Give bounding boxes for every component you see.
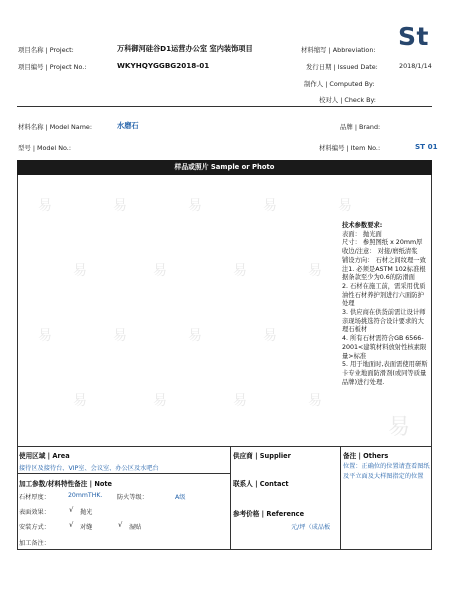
usage-area-title: 使用区域 | Area xyxy=(19,452,70,460)
check-icon: √ xyxy=(118,521,123,529)
grid-divider xyxy=(230,446,231,550)
item-no-label: 材料编号 | Item No.: xyxy=(319,144,381,152)
item-no: ST 01 xyxy=(415,142,438,151)
watermark: 易 xyxy=(388,415,411,440)
issued-date-label: 发行日期 | Issued Date: xyxy=(306,63,378,71)
watermark: 易 xyxy=(73,263,87,279)
supplier-title: 供应商 | Supplier xyxy=(233,452,291,460)
watermark: 易 xyxy=(73,393,87,409)
fire-rating-value: A级 xyxy=(175,494,186,501)
tech-title: 技术参数要求: xyxy=(342,222,383,229)
abbreviation-label: 材料缩写 | Abbreviation: xyxy=(301,46,376,54)
tech-line: 收边/注意： 对接/磨纸清浆 xyxy=(342,248,418,256)
watermark: 易 xyxy=(233,263,247,279)
watermark: 易 xyxy=(38,328,52,344)
tech-line: 表面： 抛光面 xyxy=(342,230,382,238)
model-no-label: 型号 | Model No.: xyxy=(18,144,71,152)
reference-price-value: 元/坪（成品板 xyxy=(291,524,331,531)
install-option-butt-joint: 对缝 xyxy=(80,524,93,531)
computed-by-label: 制作人 | Computed By: xyxy=(304,80,375,88)
thickness-label: 石材厚度： xyxy=(19,494,50,501)
material-name: 水磨石 xyxy=(117,121,139,130)
process-note-title: 加工参数/材料特性备注 | Note xyxy=(19,480,113,488)
contact-label: 联系人 | Contact xyxy=(233,480,289,488)
issued-date: 2018/1/14 xyxy=(399,62,432,70)
watermark: 易 xyxy=(263,198,277,214)
watermark: 易 xyxy=(308,263,322,279)
install-method-label: 安装方式： xyxy=(19,524,50,531)
thickness-value: 20mmTHK. xyxy=(68,492,103,499)
install-option-wet-paste: 湿贴 xyxy=(129,524,142,531)
watermark: 易 xyxy=(113,328,127,344)
project-no-label: 项目编号 | Project No.: xyxy=(18,63,87,71)
tech-line: 3. 供应商在供货前需让设计师亲现场挑选符合设计要求的大理石板材 xyxy=(342,309,426,334)
project-no: WKYHQYGGBG2018-01 xyxy=(117,61,210,70)
tech-line: 5. 用于地面时,表面需使用研斯卡专业地面防滑剂(或同等质量品牌)进行处理. xyxy=(342,361,428,386)
watermark: 易 xyxy=(153,393,167,409)
others-title: 备注 | Others xyxy=(343,452,389,460)
tech-line: 尺寸： 参照图纸 x 20mm厚 xyxy=(342,239,423,247)
watermark: 易 xyxy=(38,198,52,214)
material-code-badge: St xyxy=(398,22,429,51)
check-icon: √ xyxy=(69,506,74,514)
tech-line: 铺设方向： 石材之间纹理一致 xyxy=(342,256,426,264)
tech-line: 2. 石材在施工前，需采用优质油性石材养护剂进行六面防护处理 xyxy=(342,282,426,308)
watermark: 易 xyxy=(308,393,322,409)
watermark: 易 xyxy=(263,328,277,344)
finish-option: 抛光 xyxy=(80,509,93,516)
grid-divider xyxy=(17,473,230,474)
fire-rating-label: 防火等级： xyxy=(117,494,148,501)
watermark: 易 xyxy=(113,198,127,214)
header-divider xyxy=(17,106,432,107)
finish-label: 表面效果： xyxy=(19,509,50,516)
watermark: 易 xyxy=(188,198,202,214)
check-by-label: 校对人 | Check By: xyxy=(319,96,376,104)
reference-price-label: 参考价格 | Reference xyxy=(233,510,305,518)
usage-area-value: 接待区及接待台、VIP室、会议室、办公区及水吧台 xyxy=(19,465,159,472)
grid-divider xyxy=(340,446,341,550)
watermark: 易 xyxy=(153,263,167,279)
process-remark-label: 加工备注： xyxy=(19,540,50,547)
tech-line: 4. 所有石材需符合GB 6566-2001<建筑材料放射性核素限量>标准 xyxy=(342,335,427,360)
brand-label: 品牌 | Brand: xyxy=(340,123,381,131)
watermark: 易 xyxy=(338,198,352,214)
material-name-label: 材料名称 | Model Name: xyxy=(18,123,93,131)
watermark: 易 xyxy=(188,328,202,344)
tech-requirements xyxy=(342,222,430,387)
check-icon: √ xyxy=(69,521,74,529)
watermark: 易 xyxy=(233,393,247,409)
sample-header: 样品或照片 Sample or Photo xyxy=(17,160,432,175)
project-name: 万科御河硅谷D1运营办公室 室内装饰项目 xyxy=(117,44,253,53)
others-value: 位置：正确位的位置请查看图纸及平立面及大样图指定的位置 xyxy=(343,463,430,480)
tech-line: 注1. 必须是ASTM 102标准根据条款至少为0.6的防滑面 xyxy=(342,265,426,282)
project-name-label: 项目名称 | Project: xyxy=(18,46,74,54)
